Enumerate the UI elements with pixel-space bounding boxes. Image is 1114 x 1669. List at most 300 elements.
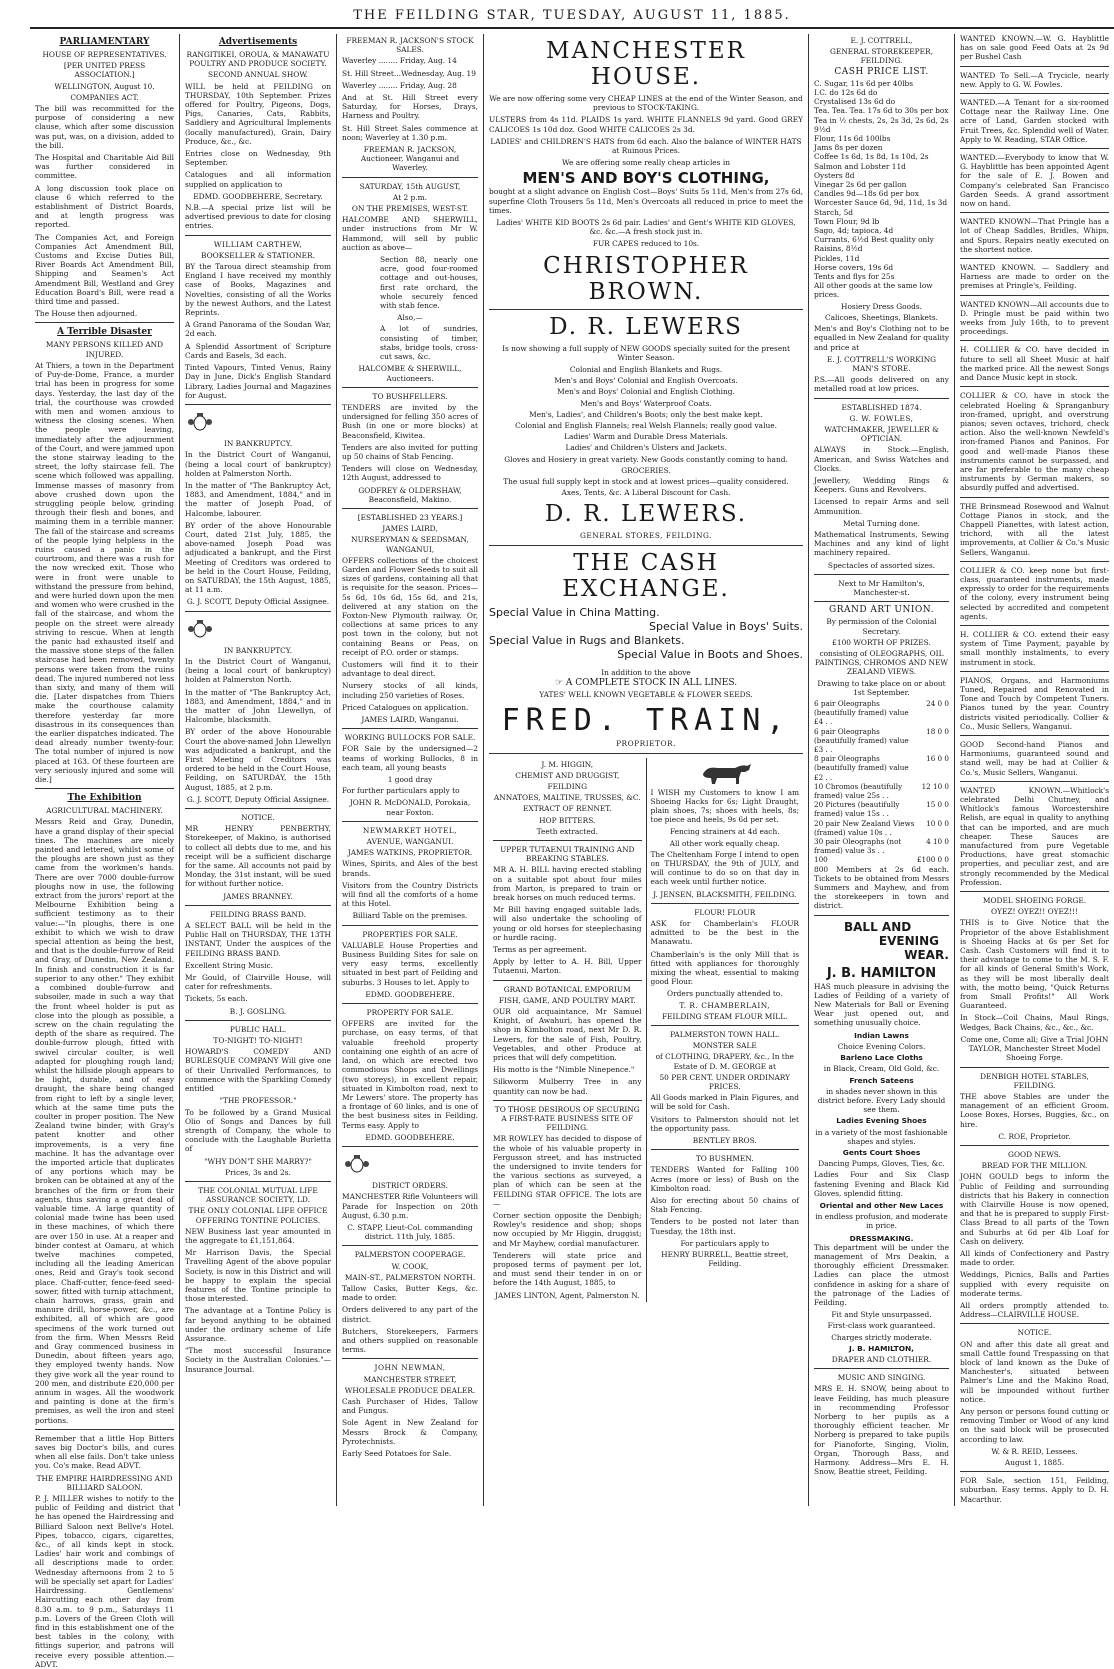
divider: [35, 1429, 174, 1430]
fowles-line: Spectacles of assorted sizes.: [827, 560, 936, 570]
trespass-signature: W. & R. REID, Lessees.: [991, 1446, 1078, 1456]
cash-seeds-line: YATES' WELL KNOWN VEGETABLE & FLOWER SEEDS.: [539, 690, 753, 700]
bushfellers-paragraph: Tenders will close on Wednesday, 12th August, addressed to: [342, 464, 478, 483]
lewers-line: Ladies' and Children's Ulsters and Jackets.: [565, 443, 727, 453]
cooperage-name: W. COOK,: [391, 1261, 429, 1271]
lewers-line: Men's and Boys' Waterproof Coats.: [580, 398, 712, 408]
classified-ad: PIANOS, Organs, and Harmoniums Tuned, Repaired and Renovated in Tone and Touch by Competent Tuners. Pianos tuned by the year. Country districts visited periodically. Collier & Co., Music Sellers, Wanganui.: [960, 675, 1109, 731]
exhibition-heading: The Exhibition: [67, 793, 142, 804]
manchester-house-heading: MANCHESTER HOUSE.: [546, 38, 746, 90]
bullocks-heading: WORKING BULLOCKS FOR SALE.: [344, 733, 476, 743]
ball-subheading-2: WEAR.: [904, 947, 949, 962]
lewers-line: Men's and Boys' Colonial and English Clothing.: [557, 387, 735, 397]
divider: [960, 1323, 1109, 1324]
prize-description: 6 pair Oleographs (beautifully framed) value £3 . .: [814, 726, 909, 755]
halcombe-paragraph: Section 88, nearly one acre, good four-roomed cottage and out-houses, first rate orchard, the whole securely fenced with stab fence.: [380, 255, 478, 311]
price-list-item: Starch, 5d: [814, 207, 854, 217]
tutaenui-paragraph: Terms as per agreement.: [493, 944, 587, 954]
higgin-heading: J. M. HIGGIN,: [541, 759, 594, 769]
art-union-paragraph: 800 Members at 2s 6d each. Tickets to be obtained from Messrs Summers and Mayhew, and from the storekeepers in town and district.: [814, 864, 949, 911]
ball-subheading: EVENING: [878, 933, 939, 948]
price-list-item: I.C. do 12s 6d do: [814, 88, 878, 98]
fowles-paragraph: Mathematical Instruments, Sewing Machines and any kind of light machinery repaired.: [814, 529, 949, 558]
divider: [960, 258, 1109, 259]
divider: [185, 235, 331, 236]
district-heading: DISTRICT ORDERS.: [372, 1181, 448, 1191]
dressmaking-line: Charges strictly moderate.: [831, 1332, 932, 1342]
price-list-item: Raisins, 8½d: [814, 244, 863, 254]
empire-heading: THE EMPIRE HAIRDRESSING AND BILLIARD SALOON.: [36, 1473, 173, 1492]
lower-right-column: [647, 758, 804, 1302]
manchester-paragraph: We are now offering some very CHEAP LINES at the end of the Winter Season, and previous to STOCK-TAKING.: [489, 94, 803, 113]
mutual-paragraph: Mr Harrison Davis, the Special Travelling Agent of the above popular Society, is now in this District and will be happy to explain the special features of the Tontine principle to those interested.: [185, 1248, 331, 1304]
bankruptcy-paragraph: BY order of the above Honourable Court, dated 21st July, 1885, the above-named Joseph Poad was adjudicated a bankrupt, and the First Meeting of Creditors was ordered to be held in the Court House, Feilding, on SATURDAY, the 15th August, 1885, at 11 a.m.: [185, 520, 331, 595]
hamilton-item-text: Dancing Pumps, Gloves, Ties, &c.: [818, 1159, 945, 1169]
bread-paragraph: Weddings, Picnics, Balls and Parties supplied with every requisite on moderate terms.: [960, 1270, 1109, 1298]
trespass-date: August 1, 1885.: [1004, 1458, 1065, 1468]
advertisements-heading: Advertisements: [218, 37, 298, 47]
bushfellers-signature: GODFREY & OLDERSHAW, Beaconsfield, Makino.: [358, 485, 462, 504]
dressmaking-line: First-class work guaranteed.: [827, 1321, 936, 1331]
disaster-subheading: MANY PERSONS KILLED AND INJURED.: [45, 340, 164, 359]
carthew-paragraph: A Grand Panorama of the Soudan War, 2d each.: [185, 320, 331, 339]
royal-crest-icon: [185, 412, 215, 432]
exhibition-subheading: AGRICULTURAL MACHINERY.: [46, 806, 163, 816]
ball-heading: BALL AND: [844, 919, 912, 934]
carthew-paragraph: BY the Taroua direct steamship from England I have received my monthly case of Books, Magazines and Novelties, consisting of all the Works by the newest Authors, and the Latest Reprints.: [185, 262, 331, 318]
bushfellers-paragraph: Tenders are also invited for putting up 50 chains of Stab Fencing.: [342, 442, 478, 461]
band-signature: B. J. GOSLING.: [229, 1006, 287, 1016]
divider: [960, 1471, 1109, 1472]
bankruptcy-signature: G. J. SCOTT, Deputy Official Assignee.: [186, 794, 330, 804]
halcombe-signature: HALCOMBE & SHERWILL, Auctioneers.: [358, 364, 462, 383]
show-paragraph: Entries close on Wednesday, 9th September.: [185, 149, 331, 168]
divider: [651, 903, 800, 904]
prize-row: [814, 819, 949, 837]
hamilton-item-heading: Gents Court Shoes: [842, 1147, 921, 1157]
bullocks-line: 1 good dray: [387, 775, 433, 785]
art-union-line: £100 WORTH OF PRIZES.: [832, 637, 931, 647]
column-1: [30, 34, 180, 1669]
divider: [493, 980, 642, 981]
denbigh-heading: DENBIGH HOTEL STABLES, FEILDING.: [980, 1071, 1089, 1090]
laird-established: [ESTABLISHED 23 YEARS.]: [357, 512, 463, 522]
flour-signature: T. R. CHAMBERLAIN,: [679, 1000, 771, 1010]
trespass-paragraph: ON and after this date all great and small Cattle found Trespassing on that block of land known as the Duke of Manchester's, situated between Palmer's Line and the Makino Road, will be impounded without further notice.: [960, 1339, 1109, 1404]
carthew-paragraph: Tinted Vapours, Tinted Venus, Rainy Day in June, Dick's English Standard Library, Ladies Journal and Magazines for August.: [185, 363, 331, 400]
groceries-line: Axes, Tents, &c. A Liberal Discount for Cash.: [561, 488, 731, 498]
cash-line: In addition to the above: [601, 667, 691, 677]
tutaenui-heading: UPPER TUTAENUI TRAINING AND BREAKING STABLES.: [500, 844, 635, 864]
price-list-item: C. Sugar, 11s 6d per 40lbs: [814, 78, 914, 88]
properties-paragraph: VALUABLE House Properties and Business Building Sites for sale on very easy terms, excellently situated in best part of Feilding and suburbs. 3 Houses to let. Apply to: [342, 940, 478, 987]
mutual-paragraph: NEW Business last year amounted in the aggregate to £1,151,864.: [185, 1226, 331, 1245]
flour-mill: FEILDING STEAM FLOUR MILL.: [662, 1011, 788, 1021]
palmerston-line: 50 PER CENT. UNDER ORDINARY PRICES.: [659, 1072, 790, 1091]
bankruptcy-signature: G. J. SCOTT, Deputy Official Assignee.: [186, 597, 330, 607]
hamilton-item-heading: Barleno Lace Cloths: [840, 1053, 923, 1063]
laird-signature: JAMES LAIRD, Wanganui.: [361, 715, 459, 724]
fowles-address: Next to Mr Hamilton's, Manchester-st.: [838, 578, 925, 597]
cash-price-list-heading: CASH PRICE LIST.: [834, 66, 929, 77]
bullocks-paragraph: For further particulars apply to: [342, 786, 460, 796]
cottrell-line: Calicoes, Sheetings, Blankets.: [824, 312, 939, 322]
divider: [960, 340, 1109, 341]
divider: [814, 601, 949, 602]
special-value-line: Special Value in Boys' Suits.: [649, 619, 803, 633]
cooperage-paragraph: Orders delivered to any part of the district.: [342, 1305, 478, 1324]
cottrell-signature: E. J. COTTRELL'S WORKING MAN'S STORE.: [826, 354, 937, 373]
lewers-paragraph: Is now showing a full supply of NEW GOODS specially suited for the present Winter Season.: [502, 343, 790, 362]
cash-stock-line: [489, 679, 803, 688]
lewers-heading: D. R. LEWERS: [549, 313, 743, 340]
tutaenui-paragraph: Apply by letter to A. H. Bill, Upper Tutaenui, Marton.: [493, 957, 642, 976]
freeman-signature: FREEMAN R. JACKSON, Auctioneer, Wanganui and Waverley.: [360, 145, 460, 173]
prize-description: 30 pair Oleographs (not framed) value 3s . .: [814, 837, 902, 856]
tutaenui-paragraph: MR A. H. BILL having erected stabling on a suitable spot about four miles from Marton, is prepared to train or break horses on much reduced terms.: [493, 865, 642, 902]
dressmaking-line: Fit and Style unsurpassed.: [831, 1310, 932, 1320]
prize-description: 6 pair Oleographs (beautifully framed) value £4 . .: [814, 699, 909, 727]
cooperage-paragraph: Tallow Casks, Butter Kegs, &c. made to order.: [342, 1283, 478, 1303]
parliament-subheading: HOUSE OF REPRESENTATIVES.: [42, 50, 167, 59]
lewers-line: Men's, Ladies', and Children's Boots; only the best make kept.: [529, 409, 763, 419]
divider: [342, 1245, 478, 1246]
freeman-paragraph: And at St. Hill Street every Saturday, for Horses, Drays, Harness and Poultry.: [342, 93, 478, 121]
divider: [960, 295, 1109, 296]
parliament-paragraph: The House then adjourned.: [35, 309, 138, 319]
emporium-paragraph: OUR old acquaintance, Mr Samuel Knight, of Awahuri, has opened the shop in Kimbolton road, next Mr D. R. Lewers, for the sale of Fish, Poultry, Vegetables, and other Produce at prices that will defy competition.: [493, 1006, 642, 1062]
special-value-line: Special Value in Boots and Shoes.: [617, 647, 803, 661]
laird-paragraph: Nursery stocks of all kinds, including 250 varieties of Roses.: [342, 681, 478, 700]
bankruptcy-paragraph: In the matter of "The Bankruptcy Act, 1883, and Amendment, 1884," and in the matter of Joseph Poad, of Halcombe, labourer.: [185, 480, 331, 518]
newman-trade: WHOLESALE PRODUCE DEALER.: [344, 1385, 476, 1395]
hamilton-item-heading: Oriental and other New Laces: [819, 1200, 944, 1210]
prize-row: [814, 727, 949, 755]
bankruptcy-heading: IN BANKRUPTCY.: [223, 645, 293, 655]
column-6: [955, 34, 1114, 1506]
tender-paragraph: Tenderers will state price and proposed terms of payment per lot, and must send their tender in on or before the 14th August, 1885, to: [493, 1250, 642, 1288]
band-paragraph: Tickets, 5s each.: [185, 994, 248, 1004]
cooperage-address: MAIN-ST., PALMERSTON NORTH.: [344, 1272, 476, 1282]
divider: [342, 387, 478, 388]
prize-amount: 16 0 0: [926, 754, 949, 764]
higgin-line: Teeth extracted.: [536, 826, 598, 836]
parliament-topic: COMPANIES ACT.: [70, 92, 139, 102]
tutaenui-paragraph: Mr Bill having engaged suitable lads, will also undertake the schooling of young or old horses for steeplechasing or hurdle racing.: [493, 905, 642, 942]
palmerston-paragraph: Visitors to Palmerston should not let the opportunity pass.: [650, 1114, 799, 1133]
emporium-paragraph: His motto is the "Nimble Ninepence.": [493, 1065, 635, 1075]
art-union-line: By permission of the Colonial Secretary.: [826, 617, 937, 636]
divider: [960, 671, 1109, 672]
prize-row: [814, 800, 949, 818]
price-list-item: Salmon and Lobster 11d: [814, 161, 906, 171]
divider: [35, 322, 174, 323]
prize-amount: 24 0 0: [926, 699, 949, 708]
bushmen-paragraph: Tenders to be posted not later than Tuesday, the 18th inst.: [650, 1217, 799, 1236]
show-paragraph: WILL be held at FEILDING on THURSDAY, 10th September. Prizes offered for Poultry, Pigeons, Dogs, Pigs, Canaries, Cats, Rabbits, Saddlery and Agricultural Implements (locally manufactured), Grain, Dairy Produce, &c., &c.: [185, 81, 331, 146]
classified-ad: H. COLLIER & CO. extend their easy system of Time Payment, payable by small monthly instalments, to every instrument in stock.: [960, 629, 1109, 667]
classified-ad: H. COLLIER & CO. have decided in future to sell all Sheet Music at half the marked price. All the newest Songs and Dance Music kept in stock.: [960, 345, 1109, 383]
prize-description: 20 pair New Zealand Views (framed) value 10s . .: [814, 818, 915, 837]
show-subheading: SECOND ANNUAL SHOW.: [208, 70, 308, 80]
flour-paragraph: ASK for Chamberlain's FLOUR admitted to be the best in the Manawatu.: [650, 918, 799, 947]
royal-crest-icon: [185, 619, 215, 639]
classified-ad: WANTED To Sell.—A Trycicle, nearly new. Apply to G. W. Fowles.: [960, 70, 1109, 89]
clothing-paragraph: Ladies' WHITE KID BOOTS 2s 6d pair. Ladies' and Gent's WHITE KID GLOVES, &c. &c.—A fresh stock just in.: [496, 218, 796, 237]
bushmen-heading: TO BUSHMEN.: [695, 1154, 754, 1164]
divider: [814, 398, 949, 399]
freeman-paragraph: St. Hill Street Sales commence at noon; Waverley at 1.30 p.m.: [342, 123, 478, 142]
divider: [651, 1149, 800, 1150]
lower-left-column: [489, 758, 647, 1302]
mutual-paragraph: The advantage at a Tontine Policy is far beyond anything to be obtained under the ordinary scheme of Life Assurance.: [185, 1306, 331, 1343]
royal-crest-icon: [342, 1154, 372, 1174]
price-list-item: Candles 9d—18s 6d per box: [814, 189, 919, 199]
divider: [493, 1100, 642, 1101]
fowles-line: Metal Turning done.: [843, 518, 920, 528]
cottrell-subheading: GENERAL STOREKEEPER, FEILDING.: [830, 47, 933, 66]
dressmaking-heading: DRESSMAKING.: [849, 1233, 914, 1243]
mutual-heading: THE COLONIAL MUTUAL LIFE ASSURANCE SOCIETY, LD.: [198, 1185, 318, 1205]
higgin-location: FEILDING: [547, 781, 588, 791]
emporium-paragraph: Silkworm Mulberry Tree in any quantity can now be had.: [493, 1077, 642, 1096]
property-heading: PROPERTY FOR SALE.: [366, 1008, 454, 1018]
divider: [960, 561, 1109, 562]
band-paragraph: Mr Gould, of Clairville House, will cater for refreshments.: [185, 973, 331, 992]
lewers-line: Men's and Boys' Colonial and English Overcoats.: [554, 376, 738, 386]
show-heading: RANGITIKEI, OROUA, & MANAWATU POULTRY AND PRODUCE SOCIETY.: [186, 50, 330, 69]
forge-paragraph: Come one, Come all; Give a Trial JOHN TAYLOR, Manchester Street Model Shoeing Forge.: [960, 1034, 1109, 1063]
prize-row: [814, 837, 949, 855]
hamilton-item-text: in Black, Cream, Old Gold, &c.: [823, 1064, 940, 1074]
tender-paragraph: Corner section opposite the Denbigh; Rowley's residence and shop; shops now occupied by Mr Higgin, druggist; and Mr Mayhew, cordial manufacturer.: [493, 1211, 642, 1248]
newmarket-billiards: Billiard Table on the premises.: [352, 911, 468, 921]
palmerston-heading: PALMERSTON TOWN HALL.: [670, 1029, 780, 1039]
disaster-paragraph: At Thiers, a town in the Department of Puy-de-Dome, France, a murder trial has been in progress for some days. Yesterday, the last day of the trial, the courthouse was crowded with men and women anxious to witness the closing scenes. When the people were leaving, immediately after the adjournment of the Court, and were jammed upon the stone stairway leading to the street, the lofty staircase fell. The scene which followed was appalling. Immense masses of masonry from above crushed down upon the struggling people below, grinding through their flesh and bones, and maiming them in a terrible manner. The fall of the staircase and screams of the people lying helpless in the ruins caused a panic in the courtroom, and there was a rush for the now wrecked exit. Those who were in front were unable to withstand the pressure from behind, and were hurled down upon the men and women who were crushed in the fall of the staircase, and whom the people on the street were already striving to rescue. When at length the panic had exhausted itself and the massive stone steps of the fallen staircase had been removed, twenty persons were taken from the ruins dead. The injured numbered not less than sixty, and many of them will die. [Later dispatches from Thiers make the courthouse calamity therefore yesterday far more disastrous in its consequences than the earlier dispatches indicated. The dead already number twenty-four. The total number of injured is now placed at 163. Of these fourteen are very seriously injured and some will die.]: [35, 360, 174, 785]
lewers-line: Colonial and English Flannels; real Welsh Flannels; really good value.: [515, 421, 777, 431]
manchester-paragraph: ULSTERS from 4s 11d. PLAIDS 1s yard. WHITE FLANNELS 9d yard. Good GREY CALICOES 1s 10d doz. Good WHITE CALICOES 2s 3d.: [489, 115, 803, 134]
sale-date-heading: SATURDAY, 15th AUGUST,: [359, 181, 461, 191]
hamilton-paragraph: Ladies Four and Six Clasp fastening Evening and Black Kid Gloves, splendid fitting.: [814, 1170, 949, 1198]
prize-row: [814, 782, 949, 800]
district-signature: C. STAPP, Lieut-Col. commanding district. 11th July, 1885.: [347, 1222, 473, 1242]
prize-row: [814, 855, 949, 864]
lewers-footer-subheading: GENERAL STORES, FEILDING.: [580, 531, 712, 541]
hamilton-item-text: Choice Evening Colors.: [837, 1041, 926, 1051]
classified-ad: GOOD Second-hand Pianos and Harmoniums, guaranteed sound and stand well, may be had at Collier & Co.'s, Music Sellers, Wanganui.: [960, 740, 1109, 777]
hall-prices: Prices, 3s and 2s.: [225, 1167, 291, 1177]
price-list-item: Tea. Tea. Tea. 17s 6d to 30s per box: [814, 106, 949, 116]
price-list-item: Jams 8s per dozen: [814, 143, 883, 153]
music-heading: MUSIC AND SINGING.: [837, 1373, 926, 1383]
good-news-heading: GOOD NEWS.: [1008, 1149, 1061, 1159]
hall-play-title: "THE PROFESSOR.": [219, 1096, 297, 1106]
palmerston-line: of CLOTHING, DRAPERY, &c., In the Estate of D. M. GEORGE at: [655, 1052, 794, 1071]
lewers-line: Ladies' Warm and Durable Dress Materials.: [564, 432, 728, 442]
band-heading: FEILDING BRASS BAND.: [210, 909, 306, 919]
cottrell-paragraph: Men's and Boy's Clothing not to be equalled in New Zealand for quality and price at: [814, 324, 949, 352]
bread-heading: BREAD FOR THE MILLION.: [981, 1161, 1088, 1171]
prize-amount: 10 0 0: [926, 818, 949, 828]
price-list-item: Currants, 6½d Best quality only: [814, 235, 934, 245]
parliament-byline: [PER UNITED PRESS ASSOCIATION.]: [63, 61, 146, 80]
divider: [342, 1003, 478, 1004]
prize-row: [814, 699, 949, 727]
hamilton-paragraph: HAS much pleasure in advising the Ladies of Feilding of a variety of New Materials for Ball or Evening Wear just opened out, and something unusually choice.: [814, 981, 949, 1028]
price-list-item: Sago, 4d; tapioca, 4d: [814, 226, 894, 236]
fowles-paragraph: Licensed to repair Arms and sell Ammunition.: [814, 497, 949, 516]
price-list-item: Coffee 1s 6d, 1s 8d, 1s 10d, 2s: [814, 152, 929, 162]
classified-ad: WANTED.—Everybody to know that W. G. Hayblittle has been appointed Agent for the sale of E. J. Bowen and Company's celebrated San Francisco Garden Seeds. A grand assortment now on hand.: [960, 153, 1109, 209]
price-list-item: Flour, 11s 6d 100lbs: [814, 134, 891, 144]
properties-signature: EDMD. GOODBEHERE.: [365, 989, 455, 999]
divider: [960, 66, 1109, 67]
groceries-line: The usual full supply kept in stock and at lowest prices—quality considered.: [503, 477, 789, 487]
price-list-item: Worcester Sauce 6d, 9d, 11d, 1s 3d: [814, 198, 948, 208]
divider: [342, 508, 478, 509]
prize-row: [814, 754, 949, 782]
fowles-subheading: WATCHMAKER, JEWELLER & OPTICIAN.: [824, 424, 939, 444]
divider: [185, 1181, 331, 1182]
divider: [814, 1368, 949, 1369]
newmarket-paragraph: Visitors from the Country Districts will find all the comforts of a home at this Hotel.: [342, 880, 478, 909]
laird-subheading: NURSERYMAN & SEEDSMAN, WANGANUI,: [351, 535, 469, 554]
hamilton-item-text: in a variety of the most fashionable shapes and styles.: [815, 1127, 948, 1146]
mutual-subheading: THE ONLY COLONIAL LIFE OFFICE OFFERING TONTINE POLICIES.: [188, 1206, 328, 1225]
palmerston-subheading: MONSTER SALE: [692, 1041, 757, 1051]
denbigh-paragraph: THE above Stables are under the management of an efficient Groom. Loose Boxes, Horses, Buggies, &c., on hire.: [960, 1091, 1109, 1129]
band-paragraph: A SELECT BALL will be held in the Public Hall on THURSDAY, THE 13TH INSTANT, Under the auspices of the FEILDING BRASS BAND.: [185, 921, 331, 958]
prize-description: 20 Pictures (beautifully framed) value 15s . .: [814, 800, 900, 819]
column-3: [337, 34, 484, 1506]
newmarket-proprietor: JAMES WATKINS, PROPRIETOR.: [347, 848, 473, 858]
classified-ad: COLLIER & CO. have in stock the celebrated Hoeling & Spranganbury iron-framed, upright, and overstrung pianos; seven octaves, trichord, check action. Also the well-known Newfeld's iron-framed Pianos and Paninos. For good and well-made Pianos these instruments cannot be surpassed, and are far preferable to the many cheap instruments by German makers, so absurdly puffed and advertised.: [960, 391, 1109, 493]
laird-heading: JAMES LAIRD,: [382, 524, 438, 534]
mutual-paragraph: "The most successful Insurance Society in the Australian Colonies."—Insurance Journal.: [185, 1346, 331, 1374]
prize-amount: 15 0 0: [926, 800, 949, 810]
divider: [35, 788, 174, 789]
forge-heading: MODEL SHOEING FORGE.: [982, 896, 1087, 906]
price-list-item: Horse covers, 19s 6d: [814, 262, 894, 272]
cooperage-heading: PALMERSTON COOPERAGE.: [354, 1250, 466, 1260]
notice-signature: JAMES BRANNEY.: [223, 891, 293, 901]
newman-heading: JOHN NEWMAN,: [374, 1363, 446, 1373]
newman-paragraph: Early Seed Potatoes for Sale.: [342, 1449, 452, 1458]
hall-heading: PUBLIC HALL.: [229, 1024, 287, 1034]
divider: [342, 821, 478, 822]
fred-train-heading: FRED. TRAIN,: [501, 703, 791, 739]
hamilton-item-heading: Indian Lawns: [854, 1030, 909, 1040]
notice-paragraph: MR HENRY PENBERTHY, Storekeeper, of Makino, is authorised to collect all debts due to me, and his receipt will be a sufficient discharge for the same. All accounts not paid by Monday, the 31st instant, will be sued for without further notice.: [185, 824, 331, 889]
divider: [185, 1020, 331, 1021]
price-list-item: All other goods at the same low prices.: [814, 281, 933, 300]
prize-description: 100: [814, 855, 828, 865]
art-union-line: consisting of OLEOGRAPHS, OIL PAINTINGS, CHROMOS AND NEW ZEALAND VIEWS.: [814, 648, 949, 677]
divider: [342, 177, 478, 178]
price-list-item: Vinegar 2s 6d per gallon: [814, 180, 907, 190]
forge-paragraph: THIS is to Give Notice that the Proprietor of the above Establishment is Shoeing Hacks at 6s per Set for Cash. Cash Customers will find it to their advantage to come to the M. S. F. for all kinds of General Smith's Work, as they will be most liberally dealt with, the motto being, "Quick Returns from Small Profits!" All Work Guaranteed.: [960, 918, 1109, 1011]
prize-description: 8 pair Oleographs (beautifully framed) value £2 . .: [814, 754, 909, 782]
divider: [960, 93, 1109, 94]
hall-paragraph: To be followed by a Grand Musical Olio of Songs and Dances by full strength of Company, the whole to conclude with the Laughable Burletta of: [185, 1107, 331, 1154]
cottrell-postscript: P.S.—All goods delivered on any metalled road at low prices.: [814, 375, 949, 394]
divider: [493, 840, 642, 841]
divider: [960, 497, 1109, 498]
classified-ad: WANTED KNOWN.—W. G. Hayblittle has on sale good Feed Oats at 2s 9d per Bushel Cash: [960, 34, 1109, 62]
shoeing-paragraph: I WISH my Customers to know I am Shoeing Hacks for 6s; Light Draught, plain shoes, 7s; shoes with heels, 8s; toe piece and heels, 9s 6d per set.: [650, 787, 799, 825]
bullocks-paragraph: FOR Sale by the undersigned—2 teams of working Bullocks, 8 in each team, all young beasts: [342, 744, 478, 772]
prize-amount: £100 0 0: [916, 855, 949, 865]
classified-ad: WANTED KNOWN. — Saddlery and Harness are made to order on the premises at Pringle's, Feilding.: [960, 263, 1109, 291]
divider: [814, 915, 949, 916]
fowles-established: ESTABLISHED 1874.: [841, 402, 922, 412]
horse-icon: [695, 760, 755, 786]
column-4: [484, 34, 809, 1506]
price-list-item: Oysters 8d: [814, 170, 855, 180]
show-paragraph: Catalogues and all information supplied on application to: [185, 170, 331, 189]
hamilton-item-text: in shades never shown in this district before. Every Lady should see them.: [817, 1086, 946, 1115]
emporium-subheading: FISH, GAME, AND POULTRY MART.: [498, 995, 636, 1005]
clothing-heading: MEN'S AND BOY'S CLOTHING,: [522, 169, 770, 188]
pointing-hand-icon: ☞: [554, 677, 566, 688]
show-signature: EDMD. GOODBEHERE, Secretary.: [193, 191, 323, 201]
higgin-line: ANNATOES, MALTINE, TRUSSES, &C.: [493, 793, 641, 803]
prize-amount: 12 10 0: [921, 781, 949, 791]
prize-description: 10 Chromos (beautifully framed) value 25s . .: [814, 781, 903, 801]
dressmaking-signature: J. B. HAMILTON,: [849, 1343, 914, 1353]
flour-line: Orders punctually attended to.: [667, 989, 783, 999]
parliament-paragraph: The Hospital and Charitable Aid Bill was further considered in committee.: [35, 153, 174, 181]
halcombe-also: Also,—: [397, 313, 423, 323]
newmarket-heading: NEWMARKET HOTEL,: [362, 825, 458, 835]
exhibition-paragraph: Messrs Reid and Gray, Dunedin, have a grand display of their special tines. The machines are nicely painted and lettered, whilst some of the ploughs are shown just as they came from the workmen's hands. There are over 7000 double-furrow ploughs now in use, the following extract from the jurors' report at the Melbourne Exhibition being a sufficient testimony as to their value:—"In ploughs, there is one exhibit to which we wish to draw special attention as being the best, and that is the double-furrow of Reid and Gray, of Dunedin, New Zealand. In finish and construction it is far superior to any other." They exhibit a combined double-furrow and subsoiler, made in such a way that the front wheel holder is put as close into the plough as possible, a screw on the chain regulating the depth of the share as required. The double-furrow plough, fitted with swivel circular coulter, is well adapted for ploughing rough land; whilst the hillside plough appears to be light, durable, and of easy draught, the share being changed from right to left by a single lever, which at the same time puts the coulter in proper position. The New Zealand twine binder, with Gray's patent knotter and other improvements, is a very fine machine. It has the advantage over the imported article that duplicates of any portions which may be broken can be obtained at any of the branches of the firm or from their agents, thus saving a great deal of valuable time. A large quantity of colonial made twine has been used in these machines, of which there are over 150 in use. At a reaper and binder contest at Oamaru, at which twelve machines competed, including all the leading American ones, Reid and Gray's took second place. Chaff-cutter, fence-feed seed-sower, fitted with turnip attachment, chain harrows, grass, grain and manure drill, horse-power, &c., are exhibited, all of which are good specimens of the work turned out from the firm. When Messrs Reid and Gray commenced business in Dunedin, about fifteen years ago, they employed twenty hands. Now they give work all the year round to 200 men, and distribute £20,000 per annum in wages. All the woodwork and painting is done at the firm's premises, as well the iron and steel portions.: [35, 817, 174, 1425]
laird-paragraph: OFFERS collections of the choicest Garden and Flower Seeds to suit all sizes of gardens, containing all that is requisite for the season. Prices—5s 6d, 10s 6d, 15s 6d, and 21s, delivered at any station on the Foxton-New Plymouth railway. Or, collections at same prices to any post town in the colony, but not containing Beans or Peas, on receipt of P.O. order or stamps.: [342, 555, 478, 657]
tender-paragraph: MR ROWLEY has decided to dispose of the whole of his valuable property in Fergusson street, and has instructed the undersigned to invite tenders for the various sections as surveyed, a plan of which can be seen at the FEILDING STAR OFFICE. The lots are—: [493, 1134, 642, 1208]
flour-paragraph: Chamberlain's is the only Mill that is fitted with appliances for thoroughly mixing the wheat, essential to making good Flour.: [650, 949, 799, 987]
carthew-heading: WILLIAM CARTHEW,: [213, 239, 303, 249]
bankruptcy-paragraph: In the matter of "The Bankruptcy Act, 1883, and Amendment, 1884," and in the matter of John Llewellyn, of Halcombe, blacksmith.: [185, 687, 331, 725]
special-value-line: Special Value in China Matting.: [489, 605, 660, 619]
denbigh-signature: C. ROE, Proprietor.: [998, 1131, 1071, 1141]
cash-exchange-heading: THE CASH EXCHANGE.: [562, 549, 730, 602]
carthew-paragraph: A Splendid Assortment of Scripture Cards and Easels, 3d each.: [185, 341, 331, 360]
trespass-paragraph: Any person or persons found cutting or removing Timber or Wood of any kind on the said block will be prosecuted according to law.: [960, 1407, 1109, 1444]
lower-split-area: [489, 758, 803, 1302]
higgin-subheading: CHEMIST AND DRUGGIST,: [515, 770, 620, 780]
divider: [489, 309, 803, 310]
forge-paragraph: In Stock—Coil Chains, Maul Rings, Wedges, Back Chains, &c., &c., &c.: [960, 1013, 1109, 1032]
bankruptcy-paragraph: BY order of the above Honourable Court the above-named John Llewellyn was adjudicated a bankrupt, and the First Meeting of Creditors was ordered to be held in the Court House, Feilding, on SATURDAY, the 15th August, 1885, at 2 p.m.: [185, 727, 331, 792]
newmarket-paragraph: Wines, Spirits, and Ales of the best brands.: [342, 859, 478, 878]
lewers-line: Gloves and Hosiery in great variety. New Goods constantly coming to hand.: [504, 454, 788, 464]
music-paragraph: MRS E. H. SNOW, being about to leave Feilding, has much pleasure in recommending Professor Norberg to her pupils as a thoroughly efficient teacher. Mr Norberg is prepared to take pupils for Pianoforte, Singing, Violin, Organ, Thorough Bass, and Harmony. Address—Mrs E. H. Snow, Beattie street, Feilding.: [814, 1384, 949, 1477]
hamilton-heading: J. B. HAMILTON: [826, 965, 937, 981]
band-paragraph: Excellent String Music.: [185, 960, 273, 970]
price-list-item: Pickles, 11d: [814, 253, 860, 263]
bushmen-paragraph: TENDERS Wanted for Falling 100 Acres (more or less) of Bush on the Kimbolton road.: [650, 1165, 799, 1193]
freeman-heading: FREEMAN R. JACKSON'S STOCK SALES.: [346, 36, 474, 55]
notice-heading: NOTICE.: [241, 813, 275, 823]
divider: [960, 735, 1109, 736]
sale-time: At 2 p.m.: [392, 192, 427, 202]
bushfellers-paragraph: TENDERS are invited by the undersigned for felling 350 acres of Bush (in one or more blocks) at Beaconsfield, Kiwitea.: [342, 402, 478, 440]
prize-amount: 18 0 0: [926, 726, 949, 736]
hall-paragraph: HOWARD'S COMEDY AND BURLESQUE COMPANY Will give one of their Unrivalled Performances, to commence with the Sparkling Comedy entitled: [185, 1047, 331, 1094]
lewers-line: Colonial and English Blankets and Rugs.: [569, 365, 723, 375]
cooperage-paragraph: Butchers, Storekeepers, Farmers and others supplied on reasonable terms.: [342, 1326, 478, 1355]
manchester-paragraph: We are offering some really cheap articles in: [562, 158, 730, 168]
laird-paragraph: Customers will find it to their advantage to deal direct.: [342, 659, 478, 679]
